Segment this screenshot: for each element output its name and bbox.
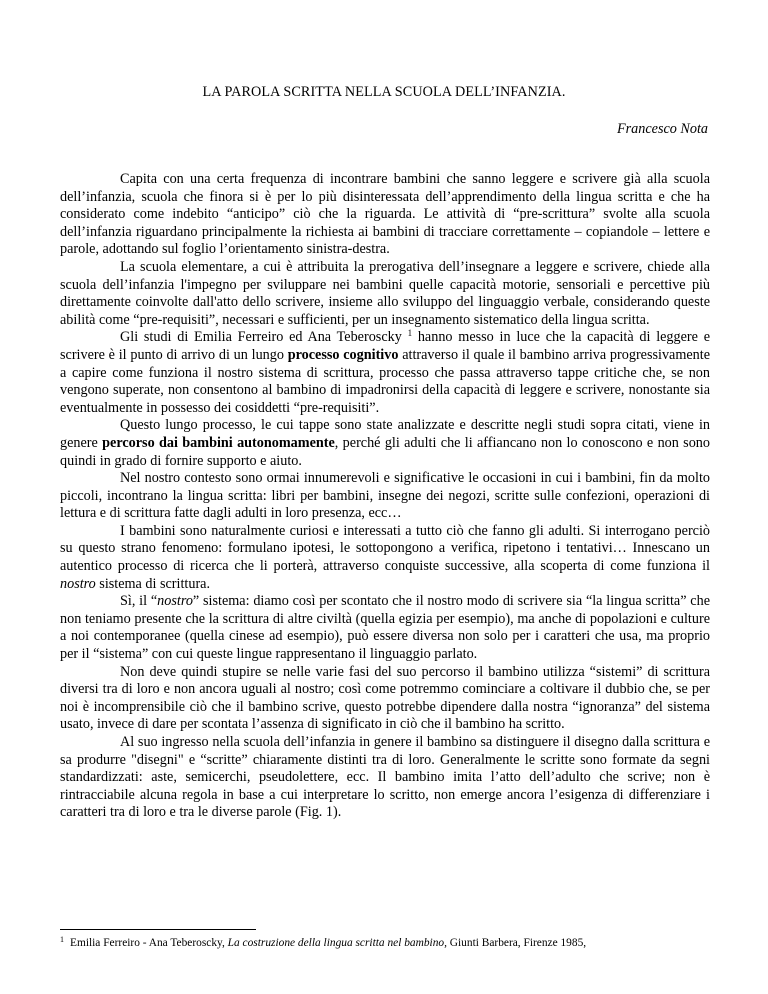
emphasis-processo-cognitivo: processo cognitivo [287,346,399,363]
paragraph-1: Capita con una certa frequenza di incontrare bambini che sanno leggere e scrivere già alla scuola dell’infanzia, scuola che finora si è per lo più disinteressata dell’apprendimento della lingua scritta e che ha considerato come indebito “anticipo” ciò che la riguarda. Le attività di “pre-scrittura” svolte alla scuola dell’infanzia riguardano principalmente la richiesta ai bambini di tracciare correttamente – copiandole – lettere e parole, adottando sul foglio l’orientamento sinistra-destra. [60,171,710,258]
paragraph-3-text: Gli studi di Emilia Ferreiro ed Ana Teberoscky [120,329,408,346]
paragraph-3-text-cont: hanno messo in luce che la capacità di leggere e scrivere è il punto di arrivo di un lungo [60,329,710,363]
footnote-work-title: La costruzione della lingua scritta nel bambino, [227,937,447,949]
footnote [60,936,720,950]
paragraph-3 [60,329,710,417]
footnote-reference[interactable]: 1 [407,328,413,339]
footnote-publisher: Giunti Barbera, Firenze 1985, [446,937,587,949]
paragraph-7 [60,593,710,663]
document-body [60,171,710,822]
paragraph-6 [60,523,710,593]
paragraph-5: Nel nostro contesto sono ormai innumerevoli e significative le occasioni in cui i bambini, fin da molto piccoli, incontrano la lingua scritta: libri per bambini, insegne dei negozi, scritte sulle confezioni, operazioni di lettura e di scrittura fatte dagli adulti in loro presenza, ecc… [60,470,710,522]
paragraph-8: Non deve quindi stupire se nelle varie fasi del suo percorso il bambino utilizza “sistemi” di scrittura diversi tra di loro e non ancora uguali al nostro; così come potremmo cominciare a coltivare il dubbio che, se per noi è incomprensibile ciò che il bambino scrive, questo potrebbe dipendere dalla nostra “ignoranza” del sistema usato, invece di dare per scontata l’assenza di significato in ciò che il bambino ha scritto. [60,663,710,733]
emphasis-percorso-autonomo: percorso dai bambini autonomamente [102,434,335,451]
paragraph-7-text: Sì, il “ [120,593,158,610]
paragraph-6-text: I bambini sono naturalmente curiosi e interessati a tutto ciò che fanno gli adulti. Si interrogano perciò su questo strano fenomeno: formulano ipotesi, le sottopongono a verifica, ripetono i tentativi… Innescano un autentico processo di ricerca che li porterà, attraverso conquiste successive, alla scoperta di come funziona il [60,522,710,575]
footnote-number: 1 [60,935,64,944]
paragraph-6-text-end: sistema di scrittura. [95,575,211,592]
paragraph-4-text-end: , perché gli adulti che li affiancano non lo conoscono e non sono quindi in grado di fornire supporto e aiuto. [60,434,710,469]
paragraph-9: Al suo ingresso nella scuola dell’infanzia in genere il bambino sa distinguere il disegno dalla scrittura e sa produrre "disegni" e “scritte” chiaramente distinti tra di loro. Generalmente le scritte sono formate da segni standardizzati: aste, semicerchi, pseudolettere, ecc. Il bambino imita l’atto dell’adulto che scrive; non è rintracciabile alcuna regola in base a cui interpretare lo scritto, non emerge ancora l’esigenza di differenziare i caratteri tra di loro e tra le diverse parole (Fig. 1). [60,734,710,821]
paragraph-4-text: Questo lungo processo, le cui tappe sono state analizzate e descritte negli studi sopra citati, viene in genere [60,417,710,451]
paragraph-2: La scuola elementare, a cui è attribuita la prerogativa dell’insegnare a leggere e scrivere, chiede alla scuola dell’infanzia l'impegno per sviluppare nei bambini quelle capacità motorie, sensoriali e percettive più direttamente coinvolte dall'atto dello scrivere, insieme allo sviluppo del linguaggio verbale, considerando queste abilità come “pre-requisiti”, necessari e sufficienti, per un insegnamento sistematico della lingua scritta. [60,258,710,328]
paragraph-7-text-end: ” sistema: diamo così per scontato che il nostro modo di scrivere sia “la lingua scritta” che non teniamo presente che la scrittura di altre civiltà (quella egizia per esempio), ma anche di popolazioni e culture a noi contemporanee (quella cinese ad esempio), può essere diversa non solo per i caratteri che usa, ma proprio per il “sistema” con cui queste lingue rappresentano il linguaggio parlato. [60,593,710,663]
footnote-authors: Emilia Ferreiro - Ana Teberoscky, [70,937,228,949]
paragraph-3-text-end: attraverso il quale il bambino arriva progressivamente a capire come funziona il nostro sistema di scrittura, processo che passa attraverso tappe critiche che, se non vengono superate, non consentono al bambino di impadronirsi della capacità di leggere e scrivere, nonostante sia eventualmente in possesso dei cosiddetti “pre-requisiti”. [60,346,711,416]
emphasis-nostro-2: nostro [157,593,193,610]
paragraph-4 [60,417,710,470]
footnote-divider [60,929,256,930]
emphasis-nostro: nostro [60,575,96,592]
document-author: Francesco Nota [616,121,708,137]
document-title: LA PAROLA SCRITTA NELLA SCUOLA DELL’INFANZIA. [202,84,566,100]
